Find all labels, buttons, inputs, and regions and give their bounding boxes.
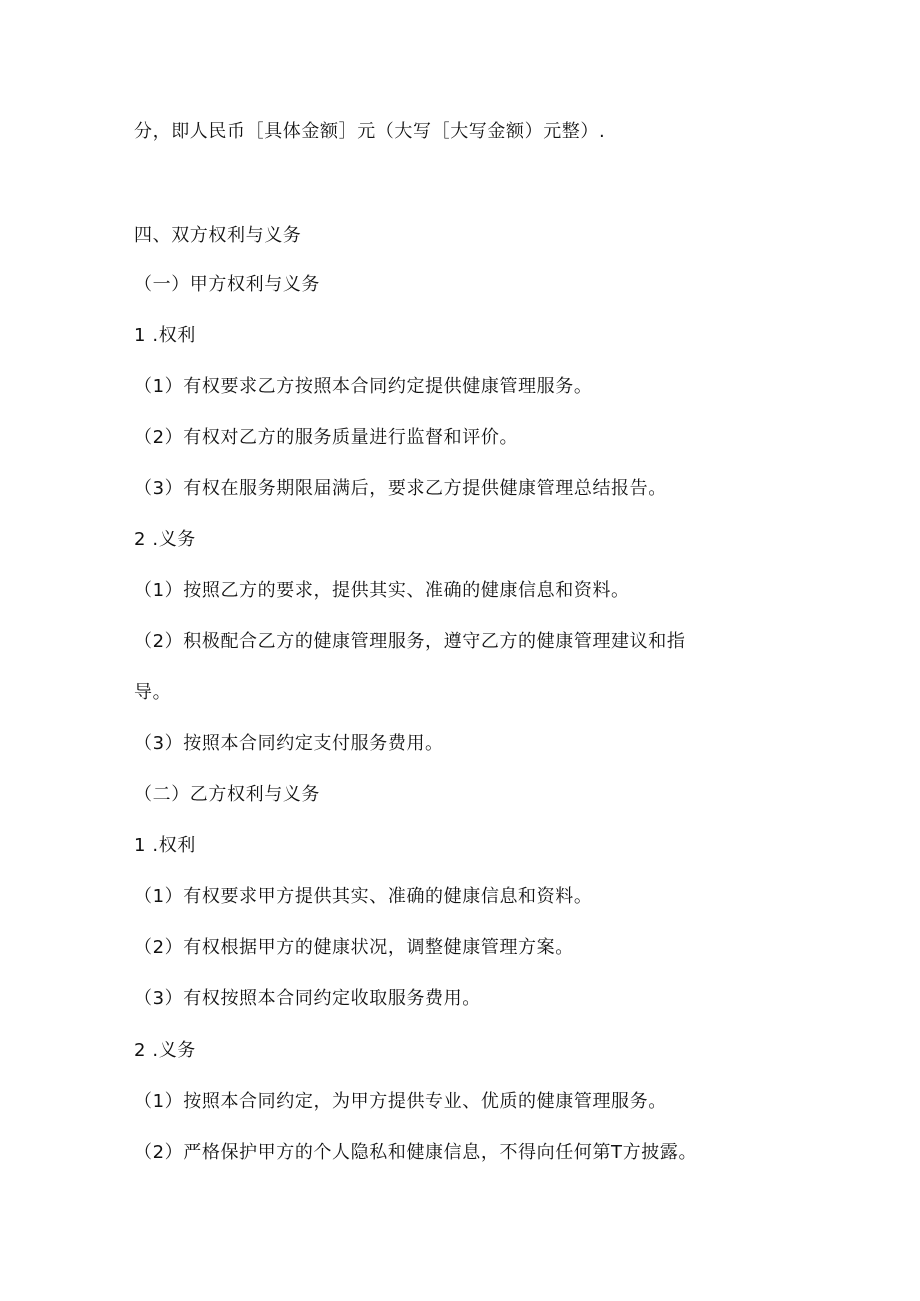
item-heading: 1 .权利	[134, 325, 196, 346]
text-line: （1）有权要求乙方按照本合同约定提供健康管理服务。	[134, 376, 593, 397]
text-line: （3）有权按照本合同约定收取服务费用。	[134, 988, 481, 1009]
text-line: （3）有权在服务期限届满后，要求乙方提供健康管理总结报告。	[134, 478, 667, 499]
text-line: （1）有权要求甲方提供其实、准确的健康信息和资料。	[134, 886, 593, 907]
text-line: 分，即人民币［具体金额］元（大写［大写金额）元整）.	[134, 121, 606, 142]
text-line: （1）按照乙方的要求，提供其实、准确的健康信息和资料。	[134, 580, 630, 601]
text-line: （2）积极配合乙方的健康管理服务，遵守乙方的健康管理建议和指	[134, 631, 686, 652]
text-line: （2）严格保护甲方的个人隐私和健康信息，不得向任何第T方披露。	[134, 1142, 698, 1163]
text-line: （2）有权对乙方的服务质量进行监督和评价。	[134, 427, 519, 448]
item-heading: 2 .义务	[134, 529, 196, 550]
section-heading: 四、双方权利与义务	[134, 225, 302, 246]
subsection-heading: （二）乙方权利与义务	[134, 784, 320, 805]
item-heading: 2 .义务	[134, 1040, 196, 1061]
text-line: （2）有权根据甲方的健康状况，调整健康管理方案。	[134, 937, 574, 958]
text-line: （3）按照本合同约定支付服务费用。	[134, 733, 444, 754]
item-heading: 1 .权利	[134, 835, 196, 856]
text-line: 导。	[134, 682, 172, 703]
subsection-heading: （一）甲方权利与义务	[134, 274, 320, 295]
text-line: （1）按照本合同约定，为甲方提供专业、优质的健康管理服务。	[134, 1091, 667, 1112]
